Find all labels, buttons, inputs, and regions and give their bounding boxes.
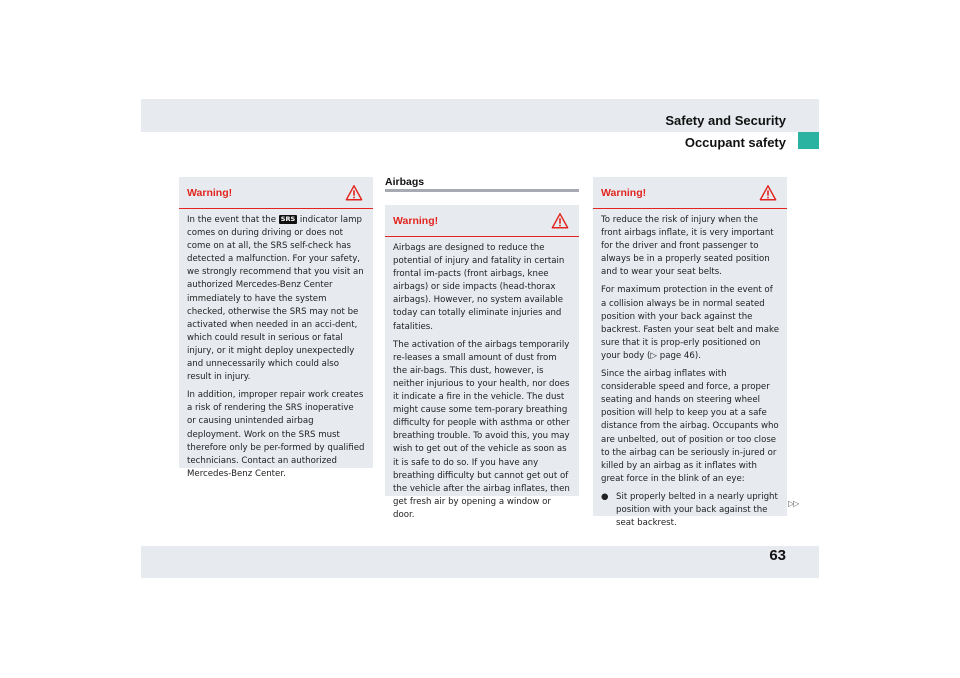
footer-band xyxy=(141,546,819,578)
warning-header xyxy=(593,177,787,209)
warning-paragraph: In addition, improper repair work creates a risk of rendering the SRS inoperative or causing unintended airbag deployment. Work on the SRS must therefore only be per-formed by qualified technicians. Contact an authorized Mercedes-Benz Center. xyxy=(187,390,365,479)
warning-paragraph: To reduce the risk of injury when the front airbags inflate, it is very important for the driver and front passenger to always be in a properly seated position and to wear your seat belts. xyxy=(601,215,774,278)
warning-triangle-icon xyxy=(345,184,363,202)
warning-body xyxy=(179,209,373,481)
bullet-item xyxy=(601,491,779,530)
airbags-heading: Airbags xyxy=(385,176,425,188)
warning-title: Warning! xyxy=(187,186,233,199)
warning-triangle-icon xyxy=(759,184,777,202)
warning-paragraph: Airbags are designed to reduce the potential of injury and fatality in certain frontal im-pacts (front airbags, knee airbags) or side impacts (head-thorax airbags). However, no system available today can totally eliminate injuries and fatalities. xyxy=(393,243,565,332)
warning-paragraph: For maximum protection in the event of a collision always be in normal seated position with your back against the backrest. Fasten your seat belt and make sure that it is prop-erly positioned on your body (▷ page 46). xyxy=(601,285,780,361)
warning-box-srs-lamp xyxy=(179,177,373,479)
warning-paragraph xyxy=(187,214,365,384)
warning-body xyxy=(385,237,579,522)
warning-title: Warning! xyxy=(601,186,647,199)
text-run: indicator lamp comes on during driving or does not come on at all, the SRS self-check has detected a malfunction. For your safety, we strongly recommend that you visit an authorized Mercedes-Benz Center immediately to have the system checked, otherwise the SRS may not be activated when needed in an acci-dent, which could result in serious or fatal injury, or it might deploy unexpectedly and unnecessarily which could also result in injury. xyxy=(187,215,364,383)
heading-rule xyxy=(385,189,579,192)
warning-header xyxy=(179,177,373,209)
warning-title: Warning! xyxy=(393,214,439,227)
section-title: Safety and Security xyxy=(665,113,786,128)
warning-box-airbags xyxy=(385,205,579,520)
warning-box-seating xyxy=(593,177,787,529)
warning-header xyxy=(385,205,579,237)
bullet-dot: ● xyxy=(601,491,609,502)
bullet-text: Sit properly belted in a nearly upright position with your back against the seat backrest. xyxy=(616,491,778,529)
warning-triangle-icon xyxy=(551,212,569,230)
warning-paragraph: The activation of the airbags temporarily re-leases a small amount of dust from the air-bags. This dust, however, is neither injurious to your health, nor does it indicate a fire in the vehicle. The dust might cause some tem-porary breathing difficulty for people with asthma or other breathing trouble. To avoid this, you may wish to get out of the vehicle as soon as it is safe to do so. If you have any breathing difficulty but cannot get out of the vehicle after the airbag inflates, then get fresh air by opening a window or door. xyxy=(393,339,570,520)
text-run: In the event that the xyxy=(187,215,277,225)
page-number: 63 xyxy=(769,547,786,564)
warning-body xyxy=(593,209,787,530)
section-marker xyxy=(798,132,819,149)
srs-indicator-icon: SRS xyxy=(280,215,296,223)
warning-paragraph: Since the airbag inflates with considerable speed and force, a proper seating and hands on steering wheel position will help to keep you at a safe distance from the airbag. Occupants who are unbelted, out of position or too close to the airbag can be seriously in-jured or killed by an airbag as it inflates with great force in the blink of an eye: xyxy=(601,369,779,484)
continued-arrows-icon: ▷▷ xyxy=(788,499,799,508)
subsection-title: Occupant safety xyxy=(684,135,786,150)
